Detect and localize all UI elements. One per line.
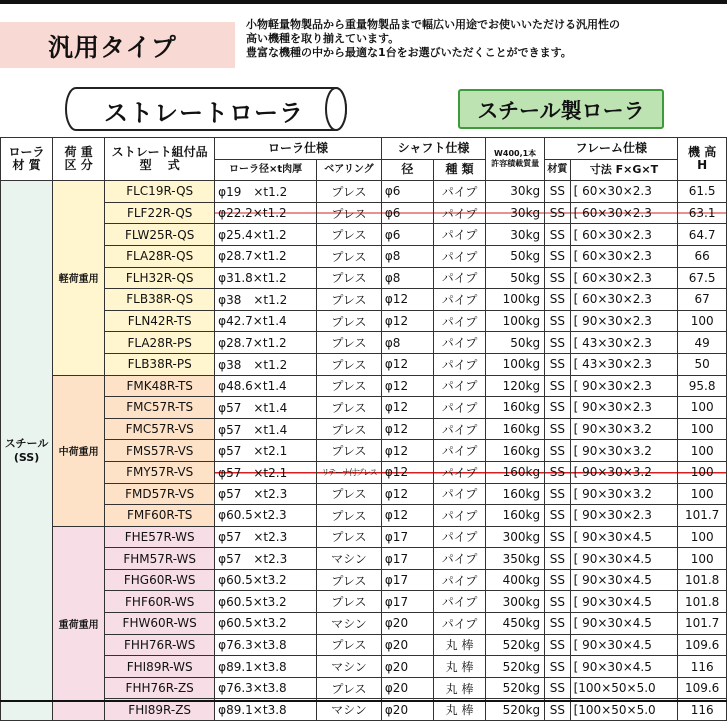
load-capacity-cell: 160kg — [486, 483, 545, 505]
roller-type-label — [62, 86, 350, 132]
top-rule — [0, 0, 727, 4]
roller-dia-cell: φ57 ×t1.4 — [215, 397, 317, 419]
height-cell: 100 — [678, 526, 727, 548]
frame-material-cell: SS — [545, 677, 570, 699]
bearing-cell: プレス — [317, 289, 382, 311]
shaft-type-cell: パイプ — [433, 332, 485, 354]
shaft-dia-cell: φ12 — [381, 461, 433, 483]
table-row — [1, 461, 727, 483]
shaft-dia-cell: φ12 — [381, 418, 433, 440]
bearing-cell: マシン — [317, 699, 382, 721]
shaft-dia-cell: φ20 — [381, 634, 433, 656]
col-height: 機 高 H — [678, 138, 727, 181]
height-cell: 61.5 — [678, 181, 727, 203]
frame-dim-cell: [ 90×30×4.5 — [570, 656, 678, 678]
table-row — [1, 526, 727, 548]
frame-material-cell: SS — [545, 483, 570, 505]
table-row — [1, 397, 727, 419]
roller-dia-cell: φ76.3×t3.8 — [215, 677, 317, 699]
table-row — [1, 267, 727, 289]
load-capacity-cell: 520kg — [486, 699, 545, 721]
roller-dia-cell: φ57 ×t2.1 — [215, 440, 317, 462]
description-line: 小物軽量物製品から重量物製品まで幅広い用途でお使いいただける汎用性の — [246, 18, 620, 31]
col-shaft-dia: 径 — [381, 159, 433, 181]
model-cell: FMK48R-TS — [105, 375, 215, 397]
height-cell: 49 — [678, 332, 727, 354]
roller-dia-cell: φ38 ×t1.2 — [215, 289, 317, 311]
model-cell: FHE57R-WS — [105, 526, 215, 548]
roller-dia-cell: φ38 ×t1.2 — [215, 353, 317, 375]
model-cell: FLC19R-QS — [105, 181, 215, 203]
roller-dia-cell: φ89.1×t3.8 — [215, 656, 317, 678]
frame-dim-cell: [ 90×30×2.3 — [570, 505, 678, 527]
frame-dim-cell: [ 43×30×2.3 — [570, 353, 678, 375]
shaft-type-cell: パイプ — [433, 224, 485, 246]
col-shaft-spec: シャフト仕様 — [381, 138, 485, 160]
model-cell: FMF60R-TS — [105, 505, 215, 527]
table-row — [1, 375, 727, 397]
shaft-dia-cell: φ12 — [381, 397, 433, 419]
frame-material-cell: SS — [545, 569, 570, 591]
frame-material-cell: SS — [545, 289, 570, 311]
height-cell: 100 — [678, 461, 727, 483]
shaft-dia-cell: φ12 — [381, 289, 433, 311]
model-cell: FLF22R-QS — [105, 202, 215, 224]
model-cell: FLA28R-QS — [105, 245, 215, 267]
roller-dia-cell: φ48.6×t1.4 — [215, 375, 317, 397]
roller-dia-cell: φ42.7×t1.4 — [215, 310, 317, 332]
model-cell: FHI89R-ZS — [105, 699, 215, 721]
table-row — [1, 483, 727, 505]
bearing-cell: プレス — [317, 569, 382, 591]
roller-dia-cell: φ76.3×t3.8 — [215, 634, 317, 656]
model-cell: FHG60R-WS — [105, 569, 215, 591]
model-cell: FHF60R-WS — [105, 591, 215, 613]
roller-dia-cell: φ60.5×t3.2 — [215, 591, 317, 613]
frame-material-cell: SS — [545, 353, 570, 375]
height-cell: 67.5 — [678, 267, 727, 289]
col-frame-material: 材質 — [545, 159, 570, 181]
height-cell: 109.6 — [678, 677, 727, 699]
load-capacity-cell: 160kg — [486, 505, 545, 527]
shaft-type-cell: 丸 棒 — [433, 634, 485, 656]
frame-dim-cell: [ 60×30×2.3 — [570, 181, 678, 203]
load-capacity-cell: 300kg — [486, 526, 545, 548]
shaft-type-cell: パイプ — [433, 181, 485, 203]
load-capacity-cell: 350kg — [486, 548, 545, 570]
frame-dim-cell: [100×50×5.0 — [570, 677, 678, 699]
shaft-dia-cell: φ17 — [381, 591, 433, 613]
model-cell: FLB38R-QS — [105, 289, 215, 311]
shaft-type-cell: パイプ — [433, 505, 485, 527]
load-capacity-cell: 30kg — [486, 224, 545, 246]
frame-dim-cell: [ 90×30×2.3 — [570, 397, 678, 419]
bottom-rule — [0, 700, 727, 702]
bearing-cell: プレス — [317, 181, 382, 203]
model-cell: FHH76R-WS — [105, 634, 215, 656]
load-class-cell: 中荷重用 — [53, 375, 105, 526]
frame-dim-cell: [ 90×30×4.5 — [570, 591, 678, 613]
table-row — [1, 569, 727, 591]
shaft-dia-cell: φ12 — [381, 483, 433, 505]
frame-material-cell: SS — [545, 548, 570, 570]
frame-dim-cell: [100×50×5.0 — [570, 699, 678, 721]
roller-dia-cell: φ22.2×t1.2 — [215, 202, 317, 224]
shaft-dia-cell: φ12 — [381, 505, 433, 527]
shaft-dia-cell: φ6 — [381, 181, 433, 203]
roller-dia-cell: φ19 ×t1.2 — [215, 181, 317, 203]
table-row — [1, 289, 727, 311]
frame-material-cell: SS — [545, 613, 570, 635]
table-row — [1, 224, 727, 246]
spec-table — [0, 137, 727, 721]
frame-material-cell: SS — [545, 699, 570, 721]
frame-dim-cell: [ 90×30×4.5 — [570, 634, 678, 656]
material-cell: スチール (SS) — [1, 181, 53, 721]
table-row — [1, 656, 727, 678]
frame-dim-cell: [ 90×30×4.5 — [570, 569, 678, 591]
bearing-cell: プレス — [317, 245, 382, 267]
bearing-cell: プレス — [317, 375, 382, 397]
table-row — [1, 245, 727, 267]
height-cell: 100 — [678, 310, 727, 332]
load-capacity-cell: 160kg — [486, 418, 545, 440]
bearing-cell: プレス — [317, 591, 382, 613]
load-capacity-cell: 50kg — [486, 267, 545, 289]
shaft-type-cell: 丸 棒 — [433, 699, 485, 721]
roller-dia-cell: φ31.8×t1.2 — [215, 267, 317, 289]
roller-dia-cell: φ57 ×t2.3 — [215, 548, 317, 570]
model-cell: FLW25R-QS — [105, 224, 215, 246]
roller-dia-cell: φ57 ×t2.3 — [215, 526, 317, 548]
col-load-capacity: W400,1本 許容積載質量 — [486, 138, 545, 181]
model-cell: FHW60R-WS — [105, 613, 215, 635]
model-cell: FLN42R-TS — [105, 310, 215, 332]
height-cell: 101.7 — [678, 613, 727, 635]
frame-dim-cell: [ 43×30×2.3 — [570, 332, 678, 354]
bearing-cell: リテーナ付プレス — [317, 461, 382, 483]
shaft-type-cell: 丸 棒 — [433, 677, 485, 699]
col-frame-spec: フレーム仕様 — [545, 138, 678, 160]
frame-dim-cell: [ 90×30×3.2 — [570, 418, 678, 440]
frame-material-cell: SS — [545, 375, 570, 397]
table-row — [1, 505, 727, 527]
table-row — [1, 202, 727, 224]
page-title: 汎用タイプ — [48, 33, 177, 62]
frame-material-cell: SS — [545, 656, 570, 678]
shaft-dia-cell: φ20 — [381, 656, 433, 678]
height-cell: 101.7 — [678, 505, 727, 527]
col-frame-dimensions: 寸法 F×G×T — [570, 159, 678, 181]
shaft-type-cell: パイプ — [433, 397, 485, 419]
model-cell: FMY57R-VS — [105, 461, 215, 483]
shaft-type-cell: パイプ — [433, 310, 485, 332]
bearing-cell: プレス — [317, 310, 382, 332]
frame-dim-cell: [ 90×30×4.5 — [570, 613, 678, 635]
bearing-cell: プレス — [317, 418, 382, 440]
load-capacity-cell: 160kg — [486, 397, 545, 419]
shaft-dia-cell: φ20 — [381, 613, 433, 635]
frame-material-cell: SS — [545, 591, 570, 613]
load-capacity-cell: 520kg — [486, 677, 545, 699]
frame-material-cell: SS — [545, 634, 570, 656]
frame-material-cell: SS — [545, 224, 570, 246]
roller-dia-cell: φ60.5×t3.2 — [215, 569, 317, 591]
bearing-cell: プレス — [317, 483, 382, 505]
shaft-dia-cell: φ17 — [381, 548, 433, 570]
shaft-type-cell: パイプ — [433, 418, 485, 440]
shaft-type-cell: パイプ — [433, 461, 485, 483]
bearing-cell: プレス — [317, 267, 382, 289]
shaft-dia-cell: φ12 — [381, 440, 433, 462]
load-capacity-cell: 100kg — [486, 289, 545, 311]
bearing-cell: マシン — [317, 548, 382, 570]
load-class-cell: 重荷重用 — [53, 526, 105, 720]
load-capacity-cell: 520kg — [486, 634, 545, 656]
col-bearing: ベアリング — [317, 159, 382, 181]
frame-material-cell: SS — [545, 440, 570, 462]
bearing-cell: プレス — [317, 505, 382, 527]
height-cell: 101.8 — [678, 569, 727, 591]
shaft-type-cell: パイプ — [433, 375, 485, 397]
height-cell: 100 — [678, 418, 727, 440]
table-row — [1, 353, 727, 375]
shaft-type-cell: パイプ — [433, 569, 485, 591]
load-capacity-cell: 30kg — [486, 181, 545, 203]
load-capacity-cell: 450kg — [486, 613, 545, 635]
height-cell: 50 — [678, 353, 727, 375]
table-row — [1, 440, 727, 462]
frame-dim-cell: [ 90×30×3.2 — [570, 461, 678, 483]
model-cell: FMD57R-VS — [105, 483, 215, 505]
frame-dim-cell: [ 60×30×2.3 — [570, 267, 678, 289]
load-capacity-cell: 300kg — [486, 591, 545, 613]
load-capacity-cell: 50kg — [486, 332, 545, 354]
roller-dia-cell: φ89.1×t3.8 — [215, 699, 317, 721]
roller-dia-cell: φ60.5×t3.2 — [215, 613, 317, 635]
load-capacity-cell: 520kg — [486, 656, 545, 678]
shaft-type-cell: パイプ — [433, 591, 485, 613]
table-row — [1, 332, 727, 354]
height-cell: 109.6 — [678, 634, 727, 656]
frame-material-cell: SS — [545, 310, 570, 332]
height-cell: 101.8 — [678, 591, 727, 613]
shaft-type-cell: パイプ — [433, 548, 485, 570]
col-roller-dia: ローラ径×t肉厚 — [215, 159, 317, 181]
load-capacity-cell: 160kg — [486, 461, 545, 483]
height-cell: 100 — [678, 397, 727, 419]
height-cell: 63.1 — [678, 202, 727, 224]
shaft-type-cell: パイプ — [433, 289, 485, 311]
shaft-dia-cell: φ17 — [381, 526, 433, 548]
table-row — [1, 591, 727, 613]
roller-dia-cell: φ57 ×t2.1 — [215, 461, 317, 483]
model-cell: FMC57R-TS — [105, 397, 215, 419]
frame-dim-cell: [ 90×30×3.2 — [570, 483, 678, 505]
load-capacity-cell: 50kg — [486, 245, 545, 267]
model-cell: FHH76R-ZS — [105, 677, 215, 699]
load-capacity-cell: 160kg — [486, 440, 545, 462]
height-cell: 67 — [678, 289, 727, 311]
bearing-cell: プレス — [317, 634, 382, 656]
model-cell: FMC57R-VS — [105, 418, 215, 440]
bearing-cell: プレス — [317, 224, 382, 246]
frame-dim-cell: [ 60×30×2.3 — [570, 245, 678, 267]
load-capacity-cell: 100kg — [486, 310, 545, 332]
height-cell: 116 — [678, 656, 727, 678]
description-line: 高い機種を取り揃えています。 — [246, 32, 400, 45]
col-material: ローラ 材 質 — [1, 138, 53, 181]
shaft-type-cell: パイプ — [433, 613, 485, 635]
shaft-type-cell: パイプ — [433, 526, 485, 548]
frame-dim-cell: [ 60×30×2.3 — [570, 289, 678, 311]
model-cell: FHM57R-WS — [105, 548, 215, 570]
load-capacity-cell: 30kg — [486, 202, 545, 224]
height-cell: 66 — [678, 245, 727, 267]
load-capacity-cell: 100kg — [486, 353, 545, 375]
col-model: ストレート組付品 型 式 — [105, 138, 215, 181]
bearing-cell: プレス — [317, 526, 382, 548]
frame-dim-cell: [ 90×30×4.5 — [570, 526, 678, 548]
shaft-dia-cell: φ20 — [381, 699, 433, 721]
shaft-dia-cell: φ8 — [381, 332, 433, 354]
col-load-class: 荷 重 区 分 — [53, 138, 105, 181]
height-cell: 100 — [678, 483, 727, 505]
frame-dim-cell: [ 90×30×2.3 — [570, 375, 678, 397]
frame-material-cell: SS — [545, 245, 570, 267]
frame-material-cell: SS — [545, 267, 570, 289]
table-row — [1, 634, 727, 656]
bearing-cell: マシン — [317, 613, 382, 635]
load-class-cell: 軽荷重用 — [53, 181, 105, 375]
bearing-cell: マシン — [317, 656, 382, 678]
load-capacity-cell: 400kg — [486, 569, 545, 591]
shaft-dia-cell: φ6 — [381, 224, 433, 246]
bearing-cell: プレス — [317, 202, 382, 224]
frame-material-cell: SS — [545, 202, 570, 224]
model-cell: FLH32R-QS — [105, 267, 215, 289]
roller-dia-cell: φ60.5×t2.3 — [215, 505, 317, 527]
frame-material-cell: SS — [545, 418, 570, 440]
shaft-type-cell: パイプ — [433, 267, 485, 289]
steel-roller-badge — [458, 89, 664, 129]
height-cell: 95.8 — [678, 375, 727, 397]
bearing-cell: プレス — [317, 353, 382, 375]
frame-material-cell: SS — [545, 526, 570, 548]
model-cell: FHI89R-WS — [105, 656, 215, 678]
model-cell: FLB38R-PS — [105, 353, 215, 375]
shaft-dia-cell: φ17 — [381, 569, 433, 591]
model-cell: FLA28R-PS — [105, 332, 215, 354]
shaft-type-cell: パイプ — [433, 483, 485, 505]
bearing-cell: プレス — [317, 677, 382, 699]
shaft-type-cell: 丸 棒 — [433, 656, 485, 678]
table-row — [1, 181, 727, 203]
shaft-dia-cell: φ20 — [381, 677, 433, 699]
table-row — [1, 548, 727, 570]
shaft-dia-cell: φ8 — [381, 245, 433, 267]
height-cell: 100 — [678, 548, 727, 570]
frame-material-cell: SS — [545, 332, 570, 354]
roller-dia-cell: φ28.7×t1.2 — [215, 332, 317, 354]
description — [246, 18, 726, 60]
load-capacity-cell: 120kg — [486, 375, 545, 397]
model-cell: FMS57R-VS — [105, 440, 215, 462]
shaft-dia-cell: φ8 — [381, 267, 433, 289]
frame-material-cell: SS — [545, 397, 570, 419]
frame-material-cell: SS — [545, 461, 570, 483]
table-row — [1, 699, 727, 721]
frame-dim-cell: [ 60×30×2.3 — [570, 202, 678, 224]
table-row — [1, 418, 727, 440]
shaft-dia-cell: φ12 — [381, 375, 433, 397]
roller-dia-cell: φ25.4×t1.2 — [215, 224, 317, 246]
shaft-type-cell: パイプ — [433, 202, 485, 224]
roller-dia-cell: φ57 ×t2.3 — [215, 483, 317, 505]
frame-dim-cell: [ 90×30×2.3 — [570, 310, 678, 332]
description-line: 豊富な機種の中から最適な1台をお選びいただくことができます。 — [246, 46, 572, 59]
frame-material-cell: SS — [545, 505, 570, 527]
table-row — [1, 613, 727, 635]
frame-dim-cell: [ 90×30×3.2 — [570, 440, 678, 462]
shaft-dia-cell: φ12 — [381, 353, 433, 375]
table-row — [1, 310, 727, 332]
roller-dia-cell: φ57 ×t1.4 — [215, 418, 317, 440]
col-shaft-type: 種 類 — [433, 159, 485, 181]
shaft-dia-cell: φ6 — [381, 202, 433, 224]
bearing-cell: プレス — [317, 397, 382, 419]
frame-material-cell: SS — [545, 181, 570, 203]
col-roller-spec: ローラ仕様 — [215, 138, 382, 160]
bearing-cell: プレス — [317, 332, 382, 354]
steel-roller-text: スチール製ローラ — [477, 99, 645, 123]
frame-dim-cell: [ 90×30×4.5 — [570, 548, 678, 570]
frame-dim-cell: [ 60×30×2.3 — [570, 224, 678, 246]
height-cell: 100 — [678, 440, 727, 462]
height-cell: 116 — [678, 699, 727, 721]
page-title-box — [0, 22, 235, 68]
roller-type-text: ストレートローラ — [104, 99, 304, 127]
bearing-cell: プレス — [317, 440, 382, 462]
shaft-type-cell: パイプ — [433, 245, 485, 267]
shaft-type-cell: パイプ — [433, 440, 485, 462]
roller-dia-cell: φ28.7×t1.2 — [215, 245, 317, 267]
height-cell: 64.7 — [678, 224, 727, 246]
shaft-type-cell: パイプ — [433, 353, 485, 375]
table-row — [1, 677, 727, 699]
shaft-dia-cell: φ12 — [381, 310, 433, 332]
spec-table-body — [1, 181, 727, 721]
